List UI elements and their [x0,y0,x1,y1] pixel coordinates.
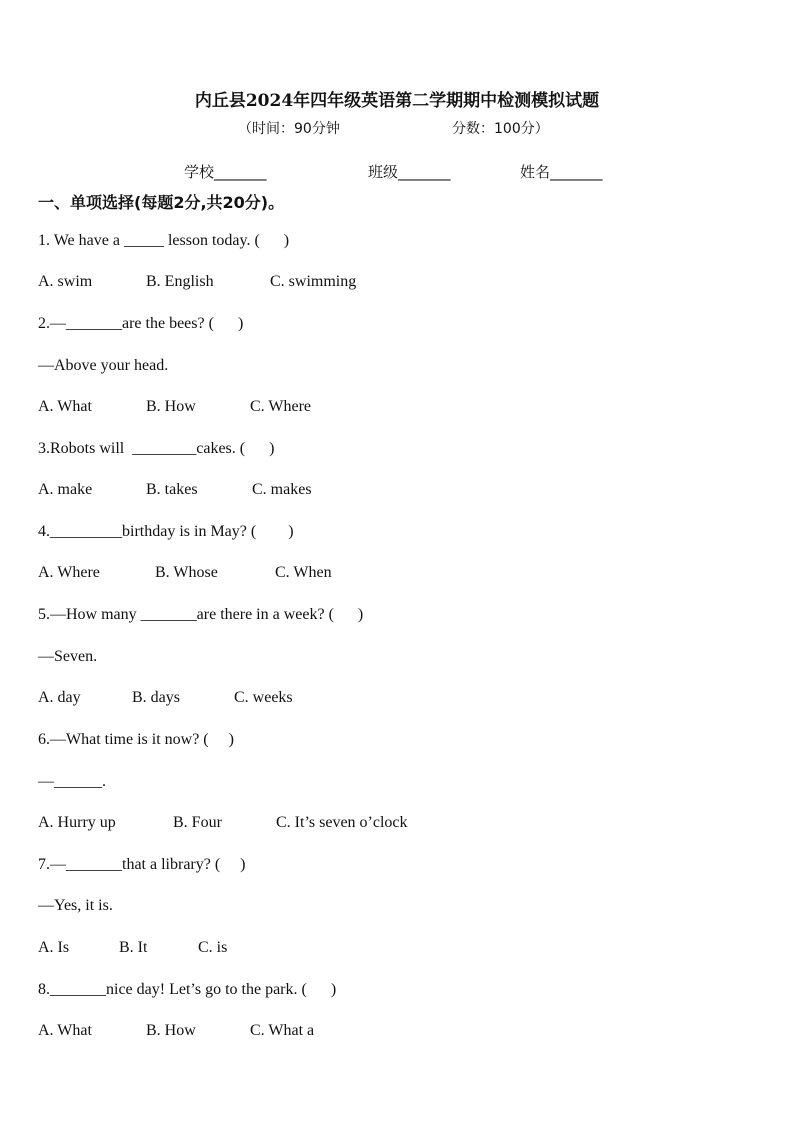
question-4-option-b: B. Whose [155,564,218,581]
question-8-stem: 8._______nice day! Let’s go to the park. ( ) [38,981,337,998]
question-4-stem: 4._________birthday is in May? ( ) [38,523,294,540]
question-2-stem: 2.—_______are the bees? ( ) [38,315,244,332]
question-4-option-a: A. Where [38,564,100,581]
question-5-option-a: A. day [38,689,81,706]
question-2-answer-line: —Above your head. [38,357,169,374]
question-8-option-a: A. What [38,1022,92,1039]
question-8-option-b: B. How [146,1022,196,1039]
question-5-option-b: B. days [132,689,180,706]
question-6-option-c: C. It’s seven o’clock [276,814,408,831]
question-7-option-c: C. is [198,939,228,956]
question-4-option-c: C. When [275,564,332,581]
question-7-option-b: B. It [119,939,148,956]
question-7-stem: 7.—_______that a library? ( ) [38,856,246,873]
question-7-answer-line: —Yes, it is. [38,897,113,914]
question-5-stem: 5.—How many _______are there in a week? ( ) [38,606,364,623]
question-7-option-a: A. Is [38,939,70,956]
name-field: 姓名_______ [520,163,603,181]
class-field: 班级_______ [368,163,451,181]
question-8-option-c: C. What a [250,1022,315,1039]
question-1-option-c: C. swimming [270,273,357,290]
section-heading: 一、单项选择(每题2分,共20分)。 [38,193,285,212]
question-6-option-b: B. Four [173,814,222,831]
question-6-stem: 6.—What time is it now? ( ) [38,731,234,748]
question-2-option-c: C. Where [250,398,312,415]
question-2-option-a: A. What [38,398,92,415]
question-6-answer-line: —______. [38,773,106,790]
question-3-stem: 3.Robots will ________cakes. ( ) [38,440,275,457]
school-field: 学校_______ [184,163,267,181]
question-1-stem: 1. We have a _____ lesson today. ( ) [38,232,290,249]
question-3-option-b: B. takes [146,481,198,498]
exam-score: 分数：100分） [452,121,549,137]
question-5-option-c: C. weeks [234,689,293,706]
exam-title: 内丘县2024年四年级英语第二学期期中检测模拟试题 [194,91,600,111]
question-2-option-b: B. How [146,398,196,415]
question-6-option-a: A. Hurry up [38,814,116,831]
question-5-answer-line: —Seven. [38,648,98,665]
exam-time: （时间：90分钟 [238,121,340,137]
question-3-option-a: A. make [38,481,93,498]
question-3-option-c: C. makes [252,481,312,498]
question-1-option-b: B. English [146,273,214,290]
question-1-option-a: A. swim [38,273,93,290]
